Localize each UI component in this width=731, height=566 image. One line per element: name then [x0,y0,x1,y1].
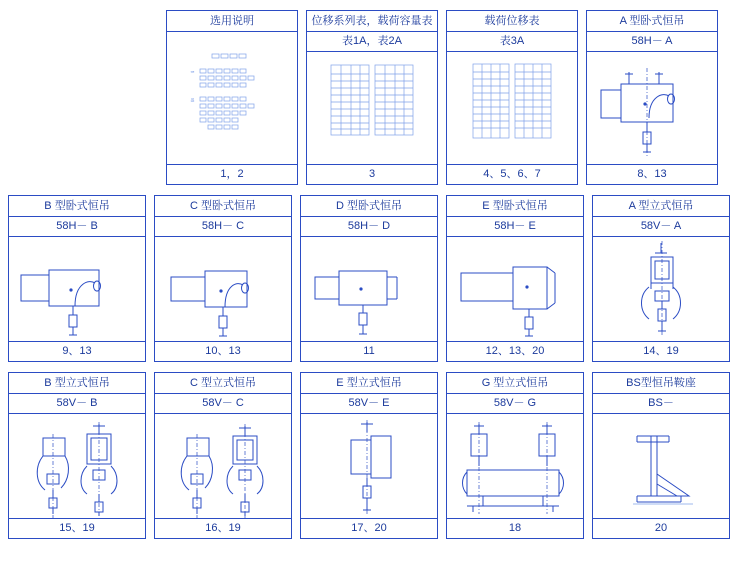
card-footer: 17、20 [301,518,437,538]
hanger-58v-e-art [301,414,437,518]
card-illustration [307,52,437,164]
card-footer: 14、19 [593,341,729,361]
saddle-bs-art [593,414,729,518]
card-tables-1a-2a[interactable] [306,10,438,185]
card-58h-e[interactable] [446,195,584,362]
card-58v-c[interactable] [154,372,292,539]
hanger-58v-g-art [447,414,583,518]
card-footer: 1，2 [167,164,297,184]
card-title: E 型立式恒吊 [301,373,437,394]
card-footer: 12、13、20 [447,341,583,361]
card-58h-a[interactable] [586,10,718,185]
card-instructions[interactable] [166,10,298,185]
card-bs-saddle[interactable] [592,372,730,539]
card-illustration [155,414,291,518]
card-footer: 10、13 [155,341,291,361]
tables-art [447,52,577,164]
card-subtitle: 58V－ A [593,217,729,237]
card-footer: 9、13 [9,341,145,361]
card-58h-d[interactable] [300,195,438,362]
card-title: 选用说明 [167,11,297,32]
card-58v-e[interactable] [300,372,438,539]
card-footer: 20 [593,518,729,538]
card-subtitle: 58H－ A [587,32,717,52]
card-footer: 16、19 [155,518,291,538]
card-58h-c[interactable] [154,195,292,362]
card-illustration [9,414,145,518]
card-subtitle: 58H－ C [155,217,291,237]
card-58v-b[interactable] [8,372,146,539]
card-title: B 型立式恒吊 [9,373,145,394]
card-title: C 型卧式恒吊 [155,196,291,217]
card-subtitle: BS－ [593,394,729,414]
card-title: E 型卧式恒吊 [447,196,583,217]
card-title: B 型卧式恒吊 [9,196,145,217]
card-illustration [167,32,297,164]
card-title: D 型卧式恒吊 [301,196,437,217]
card-title: A 型立式恒吊 [593,196,729,217]
card-subtitle: 58H－ B [9,217,145,237]
card-footer: 11 [301,341,437,361]
card-illustration [593,237,729,341]
hanger-58h-d-art [301,237,437,341]
card-footer: 15、19 [9,518,145,538]
card-title: C 型立式恒吊 [155,373,291,394]
card-row-2 [0,185,731,362]
card-footer: 18 [447,518,583,538]
hanger-58h-c-art [155,237,291,341]
card-subtitle: 58V－ G [447,394,583,414]
card-title: 位移系列表，载荷容量表 [307,11,437,32]
card-subtitle: 58H－ E [447,217,583,237]
hanger-58v-c-art [155,414,291,518]
card-58h-b[interactable] [8,195,146,362]
card-title: BS型恒吊鞍座 [593,373,729,394]
card-subtitle: 58V－ B [9,394,145,414]
card-illustration [447,237,583,341]
card-subtitle: 58V－ E [301,394,437,414]
card-illustration [593,414,729,518]
card-row-1 [0,0,731,185]
card-title: G 型立式恒吊 [447,373,583,394]
tables-art [307,52,437,164]
card-table-3a[interactable] [446,10,578,185]
card-row-3 [0,362,731,539]
card-subtitle: 表3A [447,32,577,52]
hanger-58h-b-art [9,237,145,341]
instructions-art [167,32,297,164]
hanger-58h-a-art [587,52,717,164]
card-subtitle: 58H－ D [301,217,437,237]
card-illustration [587,52,717,164]
card-footer: 8、13 [587,164,717,184]
card-illustration [9,237,145,341]
card-subtitle: 表1A，表2A [307,32,437,52]
card-illustration [447,52,577,164]
svg-text:二: 二 [191,98,195,102]
hanger-58v-b-art [9,414,145,518]
card-illustration [301,414,437,518]
card-58v-g[interactable] [446,372,584,539]
card-title: 载荷位移表 [447,11,577,32]
card-illustration [301,237,437,341]
card-footer: 4、5、6、7 [447,164,577,184]
card-illustration [447,414,583,518]
card-footer: 3 [307,164,437,184]
card-subtitle: 58V－ C [155,394,291,414]
card-title: A 型卧式恒吊 [587,11,717,32]
hanger-58v-a-art [593,237,729,341]
svg-text:一: 一 [191,70,195,74]
card-illustration [155,237,291,341]
card-58v-a[interactable] [592,195,730,362]
hanger-58h-e-art [447,237,583,341]
